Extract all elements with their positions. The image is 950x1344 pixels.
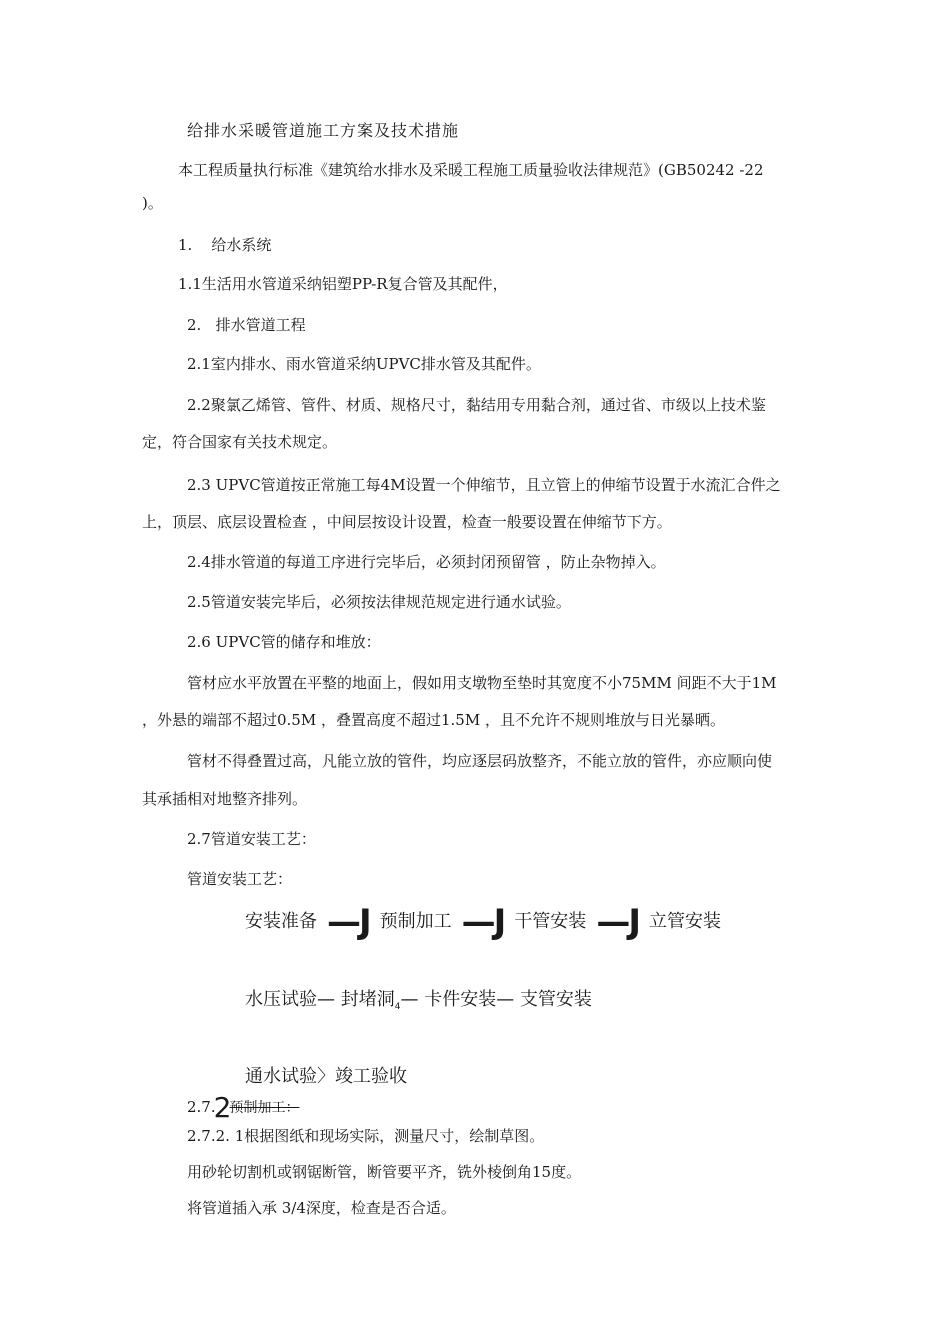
para-2-4: 2.4排水管道的每道工序进行完毕后，必须封闭预留管 ，防止杂物掉入。 [187, 553, 666, 571]
document-title: 给排水采暖管道施工方案及技术措施 [187, 121, 460, 140]
flow-step-seal-holes: 封堵洞 [340, 989, 395, 1010]
para-2-5: 2.5管道安装完毕后，必须按法律规范规定进行通水试验。 [187, 593, 571, 611]
heading-water-supply: 1. 给水系统 [178, 236, 272, 254]
intro-line-1: 本工程质量执行标准《建筑给水排水及采暖工程施工质量验收法律规范》(GB50242 -22 [178, 161, 764, 179]
process-flow-row-3: 通水试验〉竣工验收 [245, 1066, 407, 1087]
para-2-1: 2.1室内排水、雨水管道采纳UPVC排水管及其配件。 [187, 355, 541, 373]
para-cutting: 用砂轮切割机或钢锯断管，断管要平齐，铣外棱倒角15度。 [187, 1163, 582, 1181]
flow-arrow-icon: —J [327, 902, 370, 942]
para-2-2-line-1: 2.2聚氯乙烯管、管件、材质、规格尺寸，黏结用专用黏合剂，通过省、市级以上技术鉴 [187, 396, 766, 414]
para-2-7: 2.7管道安装工艺： [187, 830, 316, 848]
para-2-2-line-2: 定，符合国家有关技术规定。 [142, 433, 338, 451]
para-stacking-line-2: 其承插相对地整齐排列。 [142, 790, 308, 808]
section-title-struck: 预制加工： [229, 1100, 300, 1116]
para-1-1: 1.1生活用水管道采纳铝塑PP-R复合管及其配件， [178, 275, 508, 293]
heading-drainage: 2. 排水管道工程 [187, 316, 306, 334]
flow-step-prep: 安装准备 [245, 911, 317, 932]
intro-line-2: )。 [142, 194, 163, 212]
flow-arrow-icon: —J [461, 902, 505, 942]
para-2-7-2 [187, 1091, 300, 1124]
process-flow-row-2 [245, 985, 592, 1012]
flow-arrow-icon: —J [596, 902, 639, 942]
flow-step-main-pipe: 干管安装 [514, 911, 587, 932]
para-insertion: 将管道插入承 3/4深度，检查是否合适。 [187, 1199, 456, 1217]
section-number: 2.7. [187, 1098, 216, 1116]
para-storage-line-1: 管材应水平放置在平整的地面上，假如用支墩物至垫时其宽度不小75MM 间距不大于1M [187, 674, 777, 692]
flow-dash: — [400, 989, 419, 1010]
para-2-7-2-1: 2.7.2. 1根据图纸和现场实际，测量尺寸，绘制草图。 [187, 1127, 545, 1145]
flow-subscript: 4 [394, 1002, 401, 1012]
flow-step-clamp: 卡件安装— [424, 989, 515, 1010]
para-2-6: 2.6 UPVC管的储存和堆放： [187, 633, 381, 651]
flow-step-pressure-test: 水压试验— [245, 989, 335, 1010]
flow-step-riser: 立管安装 [648, 911, 721, 932]
process-flow-row-1 [245, 902, 721, 942]
para-stacking-line-1: 管材不得叠置过高，凡能立放的管件，均应逐层码放整齐，不能立放的管件，亦应顺向使 [187, 752, 773, 770]
process-label: 管道安装工艺： [187, 870, 293, 888]
flow-step-branch: 支管安装 [519, 989, 592, 1010]
para-2-3-line-1: 2.3 UPVC管道按正常施工每4M设置一个伸缩节，且立管上的伸缩节设置于水流汇合件之 [187, 476, 781, 494]
section-number-large: 2 [213, 1091, 232, 1124]
para-storage-line-2: ，外悬的端部不超过0.5M ，叠置高度不超过1.5M ，且不允许不规则堆放与日光暴晒。 [142, 711, 725, 729]
para-2-3-line-2: 上，顶层、底层设置检查 ，中间层按设计设置，检查一般要设置在伸缩节下方。 [142, 513, 672, 531]
flow-step-prefab: 预制加工 [379, 911, 452, 932]
